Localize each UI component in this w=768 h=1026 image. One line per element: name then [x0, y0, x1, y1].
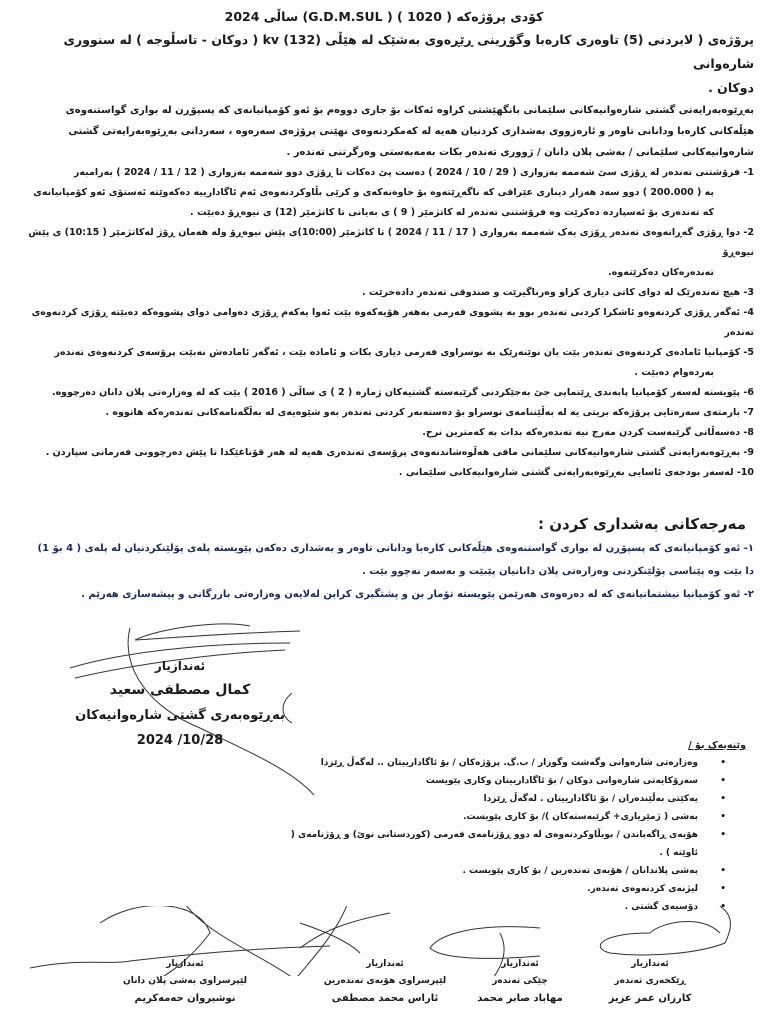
item-line: 8- دەسەڵاتی گرێبەست کردن مەرج نیە تەندەرەکە بدات بە کەمترین نرخ. — [422, 427, 754, 438]
item-line: 2- دوا ڕۆژی گەڕانەوەی تەندەر ڕۆژی یەک شەممە بەرواری ( 17 / 11 / 2024 ) تا کاتژمێر (10:00)ی پێش نیوەڕۆ ولە هەمان ڕۆژ لەکاتژمێر ( 10:15) ی پێش نیوەڕۆ — [28, 227, 754, 258]
project-title-line-1: پرۆژەی ( لابردنی (5) تاوەری کارەبا وگۆڕینی ڕێڕەوی بەشێک لە هێڵی kv (132) ( دوکان - تاسڵوجە ) لە سنووری شارەوانی — [63, 32, 754, 71]
item-line: 5- کۆمپانیا ئامادەی کردنەوەی تەندەر بێت یان نوێنەرێک بە نوسراوی فەرمی دیاری بکات و ئامادە بێت ، ئەگەر ئامادەش نەبێت پرۆسەی کردنەوەی تەندەر — [54, 347, 754, 358]
conditions-heading: مەرجەکانی بەشداری کردن : — [538, 515, 746, 533]
item-line: بەردەوام دەبێت . — [634, 367, 714, 378]
intro-line: شارەوانیەکانی سلێمانی / بەشی پلان دانان / ژووری تەندەر بکات بەمەبەستی وەرگرتنی تەندەر . — [286, 147, 754, 158]
copy-recipient: • هۆبەی ڕاگەیاندن / بوبڵاوکردنەوەی لە دوو ڕۆژنامەی فەرمی (کوردستانی نوێ) و ڕۆژنامەی ( ئاوێنە ) . — [276, 826, 746, 862]
intro-line: هێڵەکانی کارەبا ودانانی تاوەر و ئارەزووی بەشداری کردنیان هەیە لە کەمکردنەوەی نهێنی پرۆژەی سەرەوە ، سەردانی بەڕێوەبەرایەتی گشتی — [68, 126, 754, 137]
copy-recipient: • یەکێتی بەڵێندەران / بۆ ئاگادارییتان . لەگەڵ ڕێزدا — [276, 790, 746, 808]
intro-paragraph — [14, 100, 754, 163]
item-line: 6- پێویستە لەسەر کۆمپانیا پابەندی ڕێنمایی جێ بەجێکردنی گرێبەستە گشتیەکان ژمارە ( 2 ) ی ساڵی ( 2016 ) بێت کە لە وەزارەتی پلان دانان دەرچووە. — [51, 387, 754, 398]
item-line: تەندەرەکان دەکرێتەوە. — [608, 267, 714, 278]
condition-line: ٢- ئەو کۆمپانیا نیشتمانیانەی کە لە دەرەوەی هەرێمن پێویستە تۆمار بن و پشتگیری کرابن لەلایەن وەزارەتی بازرگانی و پیشەسازی هەرێم . — [81, 589, 754, 600]
signer-name: كمال مصطفى سعيد — [109, 682, 251, 698]
main-signature-block — [60, 654, 300, 753]
copies-heading: وێنەیەک بۆ / — [688, 740, 746, 751]
bottom-signature — [100, 956, 270, 1008]
item-line: 1- فرۆشتنی تەندەر لە ڕۆژی سێ شەممە بەرواری ( 29 / 10 / 2024 ) دەست پێ دەکات تا ڕۆژی دوو شەممە بەرواری ( 12 / 11 / 2024 ) بەرامبەر — [73, 167, 754, 178]
signer-role: ئەندازیار — [501, 959, 539, 969]
condition-line: ١- ئەو کۆمپانیانەی کە پسپۆڕن لە بواری گواستنەوەی هێڵەکانی کارەبا ودانانی تاوەر و بەشداری دەکەن پێویستە پلەی پۆلێنکردنیان لە پلەی ( 4 بۆ 1) — [37, 543, 754, 554]
item-line: 9- بەڕێوەبەرایەتی گشتی شارەوانیەکانی سلێمانی مافی هەڵوەشاندنەوەی پرۆسەی تەندەری هەیە لە هەر قۆناغێکدا تا پێش دەرچوونی فەرمانی سپاردن . — [45, 447, 754, 458]
signer-position: لێپرسراوی بەشی پلان دانان — [123, 976, 247, 986]
copy-recipient: • بەشی ( ژمێریاری+ گرێبەستەکان )/ بۆ کاری پێویست. — [276, 808, 746, 826]
signer-position: ڕێکخەری تەندەر — [614, 976, 686, 986]
bottom-signature — [300, 956, 470, 1008]
tender-items — [14, 163, 754, 483]
item-line: کە تەندەری بۆ ئەسپاردە دەکرێت وە فرۆشتنی تەندەر لە کاتژمێر ( 9 ) ی بەیانی تا کاتژمێر (12) ی نیوەڕۆ دەبێت . — [190, 207, 714, 218]
signer-name: مهاباد صابر محمد — [477, 993, 563, 1004]
copy-recipient: • وەزارەتی شارەوانی وگەشت وگوزار / ب.گ. پرۆژەکان / بۆ ئاگادارییتان .. لەگەڵ ڕێزدا — [276, 754, 746, 772]
signer-role: ئەندازیار — [166, 959, 204, 969]
copy-recipient: • لیژنەی کردنەوەی تەندەر. — [276, 880, 746, 898]
signer-name: نوشیروان حەمەکریم — [134, 993, 236, 1004]
intro-line: بەڕێوەبەرایەتی گشتی شارەوانیەکانی سلێمانی بانگهێشتی کراوە ئەکات بۆ جاری دووەم بۆ ئەو کۆمپانیانەی کە پسپۆڕن لە بواری گواستنەوەی — [65, 105, 754, 116]
copies-list — [276, 738, 746, 916]
signature-date: 2024 /10/28 — [136, 733, 224, 748]
copy-recipient: • دۆسیەی گشتی . — [276, 898, 746, 916]
signer-name: ئاراس محمد مصطفی — [331, 993, 439, 1004]
signature-and-copies-section — [14, 620, 754, 912]
item-line: 3- هیچ تەندەرێک لە دوای کاتی دیاری کراو وەرناگیرێت و صندوقی تەندەر دادەخرێت . — [361, 287, 754, 298]
signer-role: ئەندازیار — [154, 659, 206, 673]
participation-conditions — [14, 511, 754, 606]
project-title-line-2: دوکان . — [708, 80, 754, 95]
signer-position: چێکی تەندەر — [492, 976, 548, 986]
bottom-signature — [460, 956, 580, 1008]
condition-line: دا بێت وە پێناسی پۆلێنکردنی وەزارەتی پلان دانانیان پێبێت و بەسەر نەچوو بێت . — [362, 566, 754, 577]
project-code-line: کۆدی پرۆژەکە ( 1020 ) ( G.D.M.SUL) ساڵی 2024 — [224, 9, 544, 24]
item-line: 10- لەسەر بودجەی ئاسایی بەڕێوەبەرایەتی گشتی شارەوانیەکانی سلێمانی . — [398, 467, 754, 478]
signer-role: ئەندازیار — [631, 959, 669, 969]
bottom-signature — [590, 956, 710, 1008]
copy-recipient: • سەرۆکایەتی شارەوانی دوکان / بۆ ئاگادارییتان وکاری پێویست — [276, 772, 746, 790]
copy-recipient: • بەشی پلاندانان / هۆبەی تەندەرین / بۆ کاری پێویست . — [276, 862, 746, 880]
signer-name: کارزان عمر عزیز — [608, 993, 692, 1004]
item-line: 7- بارمتەی سەرەتایی پرۆژەکە بریتی یە لە بەڵێننامەی نوسراو بۆ دەستەبەر کردنی تەندەر بەو شێوەیەی لە بەڵگەنامەکانی تەندەرەکە هاتووە . — [105, 407, 754, 418]
signer-role: ئەندازیار — [366, 959, 404, 969]
signer-position: لێپرسراوی هۆبەی تەندەرین — [323, 976, 447, 986]
item-line: 4- ئەگەر ڕۆژی کردنەوەو ئاشکرا کردنی تەندەر بوو بە پشووی فەرمی بەهەر هۆیەکەوە بێت ئەوا یەکەم ڕۆژی دەوامی دوای پشووەکە دەبێتە ڕۆژی کردنەوەی تەندەر — [31, 307, 754, 338]
signer-title: بەڕێوەبەری گشتی شارەوانیەکان — [75, 708, 285, 723]
bottom-signatures — [14, 956, 754, 1026]
item-line: بە ( 200.000 ) دوو سەد هەزار دیناری عێراقی کە ناگەڕێتەوە بۆ خاوەنەکەی و کرێی بڵاوکردنەوەی ئەم ئاگادارییە دەکەوێتە ئەستۆی ئەو کۆمپانیانەی — [33, 187, 714, 198]
